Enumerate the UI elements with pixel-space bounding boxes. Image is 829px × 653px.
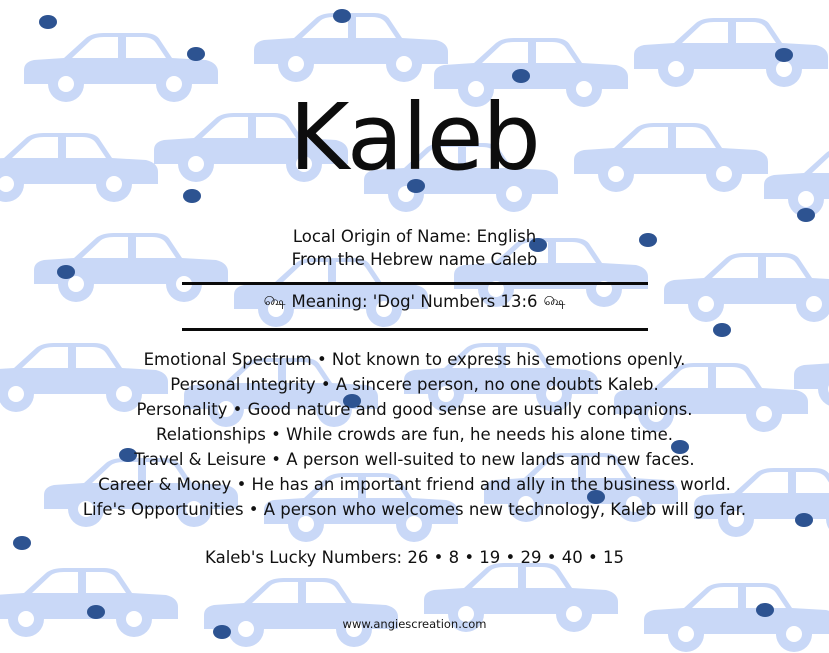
trait-item: Personal Integrity • A sincere person, no one doubts Kaleb. <box>170 374 659 394</box>
website-credit: www.angiescreation.com <box>342 617 487 631</box>
page-title: Kaleb <box>289 84 540 191</box>
origin-line-1: Local Origin of Name: English <box>292 227 537 246</box>
swirl-right-icon: ௸ <box>543 292 566 309</box>
trait-item: Relationships • While crowds are fun, he needs his alone time. <box>156 424 673 444</box>
origin-block <box>0 226 829 272</box>
trait-item: Travel & Leisure • A person well-suited to new lands and new faces. <box>134 449 695 469</box>
trait-item: Career & Money • He has an important friend and ally in the business world. <box>98 474 731 494</box>
swirl-left-icon: ௸ <box>263 292 286 309</box>
trait-item: Life's Opportunities • A person who welcomes new technology, Kaleb will go far. <box>82 500 747 519</box>
divider-bottom <box>182 328 648 331</box>
trait-item: Emotional Spectrum • Not known to express his emotions openly. <box>143 349 686 369</box>
meaning-text: Meaning: 'Dog' Numbers 13:6 <box>291 291 538 311</box>
trait-item: Personality • Good nature and good sense are usually companions. <box>136 399 693 419</box>
traits-list <box>0 347 829 523</box>
meaning-line <box>0 285 829 318</box>
origin-line-2: From the Hebrew name Caleb <box>291 249 538 269</box>
lucky-numbers: Kaleb's Lucky Numbers: 26 • 8 • 19 • 29 • 40 • 15 <box>205 548 624 568</box>
